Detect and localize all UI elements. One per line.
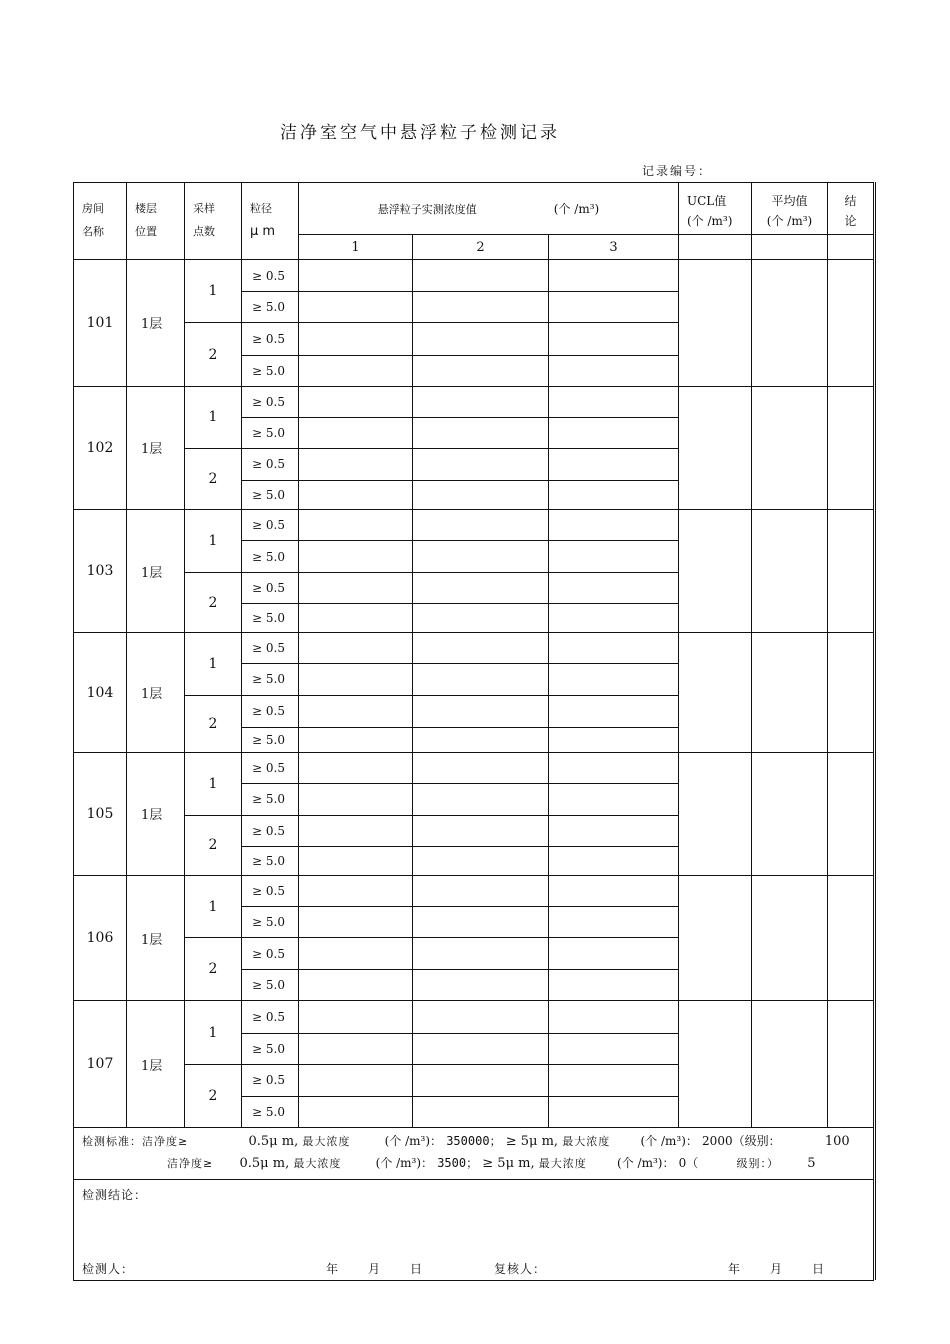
sample-point: 2 (185, 448, 242, 509)
measured-value-3[interactable] (549, 417, 679, 448)
measured-value-1[interactable] (299, 480, 413, 509)
inspector-date-year: 年 (326, 1262, 340, 1276)
header-sample-points: 采样 点数 (185, 183, 242, 260)
inspector-date-day: 日 (410, 1262, 424, 1276)
measured-value-1[interactable] (299, 573, 413, 604)
particle-size: ≥ 0.5 (242, 1001, 299, 1033)
particle-size: ≥ 5.0 (242, 846, 299, 875)
measured-value-1[interactable] (299, 509, 413, 540)
table-row (74, 752, 874, 783)
particle-size: ≥ 5.0 (242, 664, 299, 695)
sample-point: 1 (185, 1001, 242, 1064)
measured-value-3[interactable] (549, 573, 679, 604)
measured-value-1[interactable] (299, 448, 413, 480)
result-value[interactable] (828, 509, 874, 632)
measured-value-2[interactable] (413, 695, 549, 727)
measured-value-3[interactable] (549, 783, 679, 815)
room-floor: 1层 (127, 1001, 185, 1128)
particle-size: ≥ 0.5 (242, 633, 299, 664)
measured-value-1[interactable] (299, 1033, 413, 1064)
header-floor: 楼层 位置 (127, 183, 185, 260)
particle-size: ≥ 0.5 (242, 938, 299, 970)
measured-value-3[interactable] (549, 1033, 679, 1064)
particle-size: ≥ 0.5 (242, 448, 299, 480)
table-row (74, 1001, 874, 1033)
measured-value-2[interactable] (413, 727, 549, 752)
room-name: 103 (74, 509, 127, 632)
measured-value-1[interactable] (299, 323, 413, 355)
outer-right-border (875, 182, 876, 1280)
measured-value-3[interactable] (549, 970, 679, 1001)
particle-size: ≥ 5.0 (242, 292, 299, 323)
measured-value-3[interactable] (549, 355, 679, 386)
measured-value-2[interactable] (413, 633, 549, 664)
measured-value-2[interactable] (413, 386, 549, 417)
measured-value-3[interactable] (549, 752, 679, 783)
standard-block (74, 1128, 873, 1180)
inspector-label: 检测人： (82, 1262, 135, 1276)
measured-value-2[interactable] (413, 292, 549, 323)
measured-value-1[interactable] (299, 938, 413, 970)
measured-value-1[interactable] (299, 970, 413, 1001)
sample-point: 2 (185, 815, 242, 875)
table-row (74, 876, 874, 907)
room-name: 104 (74, 633, 127, 752)
sample-point: 1 (185, 386, 242, 448)
sample-point: 1 (185, 633, 242, 695)
measured-value-3[interactable] (549, 846, 679, 875)
header-particle-size: 粒径 μ m (242, 183, 299, 260)
particle-size: ≥ 0.5 (242, 752, 299, 783)
conclusion-label: 检测结论： (82, 1188, 148, 1202)
header-average-blank (752, 235, 828, 260)
measured-value-3[interactable] (549, 1064, 679, 1096)
particle-size: ≥ 0.5 (242, 876, 299, 907)
room-floor: 1层 (127, 633, 185, 752)
measured-value-2[interactable] (413, 448, 549, 480)
room-floor: 1层 (127, 260, 185, 386)
ucl-value[interactable] (679, 752, 752, 875)
measured-value-3[interactable] (549, 727, 679, 752)
average-value[interactable] (752, 386, 828, 509)
particle-size: ≥ 5.0 (242, 480, 299, 509)
measured-value-2[interactable] (413, 970, 549, 1001)
header-average: 平均值 (个 /m³) (752, 183, 828, 235)
measured-value-2[interactable] (413, 1096, 549, 1127)
sample-point: 2 (185, 323, 242, 386)
measured-value-3[interactable] (549, 664, 679, 695)
measured-value-2[interactable] (413, 1001, 549, 1033)
room-floor: 1层 (127, 509, 185, 632)
room-name: 105 (74, 752, 127, 875)
average-value[interactable] (752, 509, 828, 632)
measured-value-3[interactable] (549, 386, 679, 417)
ucl-value[interactable] (679, 633, 752, 752)
result-value[interactable] (828, 386, 874, 509)
average-value[interactable] (752, 1001, 828, 1128)
room-name: 102 (74, 386, 127, 509)
measured-value-1[interactable] (299, 907, 413, 938)
footer-section (73, 1128, 874, 1281)
result-value[interactable] (828, 260, 874, 386)
header-result-blank (828, 235, 874, 260)
particle-size: ≥ 5.0 (242, 541, 299, 573)
inspector-date-month: 月 (368, 1262, 382, 1276)
measured-value-2[interactable] (413, 573, 549, 604)
measured-value-1[interactable] (299, 355, 413, 386)
header-col-2: 2 (413, 235, 549, 260)
particle-size: ≥ 5.0 (242, 355, 299, 386)
particle-size: ≥ 5.0 (242, 907, 299, 938)
reviewer-label: 复核人： (494, 1262, 547, 1276)
measured-value-3[interactable] (549, 480, 679, 509)
room-floor: 1层 (127, 876, 185, 1001)
table-row (74, 509, 874, 540)
sample-point: 1 (185, 509, 242, 572)
result-value[interactable] (828, 752, 874, 875)
room-floor: 1层 (127, 386, 185, 509)
particle-size: ≥ 0.5 (242, 323, 299, 355)
measured-value-1[interactable] (299, 1096, 413, 1127)
measured-value-1[interactable] (299, 1001, 413, 1033)
measured-value-1[interactable] (299, 783, 413, 815)
ucl-value[interactable] (679, 260, 752, 386)
table-row (74, 260, 874, 292)
measured-value-1[interactable] (299, 1064, 413, 1096)
measured-value-3[interactable] (549, 876, 679, 907)
measured-value-1[interactable] (299, 846, 413, 875)
measured-value-3[interactable] (549, 448, 679, 480)
particle-size: ≥ 0.5 (242, 815, 299, 846)
measured-value-3[interactable] (549, 633, 679, 664)
table-row (74, 633, 874, 664)
particle-size: ≥ 0.5 (242, 695, 299, 727)
measured-value-1[interactable] (299, 260, 413, 292)
room-name: 101 (74, 260, 127, 386)
measured-value-2[interactable] (413, 752, 549, 783)
measured-value-2[interactable] (413, 664, 549, 695)
measured-value-3[interactable] (549, 695, 679, 727)
sample-point: 2 (185, 573, 242, 633)
sample-point: 1 (185, 260, 242, 323)
measured-value-1[interactable] (299, 695, 413, 727)
sample-point: 2 (185, 695, 242, 752)
reviewer-date-year: 年 (728, 1262, 742, 1276)
measured-value-3[interactable] (549, 604, 679, 633)
particle-size: ≥ 5.0 (242, 1033, 299, 1064)
sample-point: 1 (185, 752, 242, 815)
measured-value-2[interactable] (413, 417, 549, 448)
ucl-value[interactable] (679, 876, 752, 1001)
particle-size: ≥ 5.0 (242, 1096, 299, 1127)
reviewer-date-month: 月 (770, 1262, 784, 1276)
measured-value-1[interactable] (299, 727, 413, 752)
measured-value-1[interactable] (299, 752, 413, 783)
measured-value-2[interactable] (413, 815, 549, 846)
particle-size: ≥ 5.0 (242, 727, 299, 752)
measured-value-1[interactable] (299, 876, 413, 907)
sample-point: 2 (185, 938, 242, 1001)
result-value[interactable] (828, 633, 874, 752)
particle-size: ≥ 0.5 (242, 386, 299, 417)
header-col-1: 1 (299, 235, 413, 260)
ucl-value[interactable] (679, 1001, 752, 1128)
sample-point: 2 (185, 1064, 242, 1127)
measured-value-2[interactable] (413, 509, 549, 540)
measured-value-3[interactable] (549, 292, 679, 323)
average-value[interactable] (752, 876, 828, 1001)
particle-size: ≥ 5.0 (242, 970, 299, 1001)
measured-value-2[interactable] (413, 323, 549, 355)
header-room: 房间 名称 (74, 183, 127, 260)
average-value[interactable] (752, 633, 828, 752)
measured-value-3[interactable] (549, 541, 679, 573)
room-name: 106 (74, 876, 127, 1001)
measured-value-3[interactable] (549, 938, 679, 970)
measured-value-1[interactable] (299, 604, 413, 633)
measured-value-2[interactable] (413, 1064, 549, 1096)
standard-line-1: 检测标准：洁净度≥ 0.5μ m, 最大浓度 (个 /m³)： 350000； ≥ 5μ m, 最大浓度 (个 /m³)： 2000（级别： 100 (82, 1134, 850, 1149)
header-ucl: UCL值 (个 /m³) (679, 183, 752, 235)
measured-value-2[interactable] (413, 846, 549, 875)
particle-size: ≥ 0.5 (242, 573, 299, 604)
measured-value-1[interactable] (299, 292, 413, 323)
measured-value-2[interactable] (413, 938, 549, 970)
ucl-value[interactable] (679, 509, 752, 632)
measured-value-1[interactable] (299, 541, 413, 573)
measured-value-2[interactable] (413, 541, 549, 573)
ucl-value[interactable] (679, 386, 752, 509)
particle-size: ≥ 5.0 (242, 783, 299, 815)
header-col-3: 3 (549, 235, 679, 260)
measured-value-2[interactable] (413, 355, 549, 386)
reviewer-date-day: 日 (812, 1262, 826, 1276)
measured-value-2[interactable] (413, 480, 549, 509)
room-name: 107 (74, 1001, 127, 1128)
measured-value-3[interactable] (549, 1001, 679, 1033)
measured-value-3[interactable] (549, 907, 679, 938)
header-result: 结 论 (828, 183, 874, 235)
average-value[interactable] (752, 752, 828, 875)
inspection-table (73, 182, 874, 1128)
measured-value-3[interactable] (549, 815, 679, 846)
measured-value-1[interactable] (299, 633, 413, 664)
table-row (74, 386, 874, 417)
measured-value-1[interactable] (299, 386, 413, 417)
measured-value-3[interactable] (549, 1096, 679, 1127)
result-value[interactable] (828, 1001, 874, 1128)
particle-size: ≥ 0.5 (242, 509, 299, 540)
measured-value-2[interactable] (413, 604, 549, 633)
measured-value-2[interactable] (413, 907, 549, 938)
result-value[interactable] (828, 876, 874, 1001)
particle-size: ≥ 0.5 (242, 1064, 299, 1096)
header-ucl-blank (679, 235, 752, 260)
average-value[interactable] (752, 260, 828, 386)
measured-value-3[interactable] (549, 260, 679, 292)
measured-value-3[interactable] (549, 509, 679, 540)
particle-size: ≥ 5.0 (242, 604, 299, 633)
header-measured-concentration: 悬浮粒子实测浓度值 (个 /m³) (299, 183, 679, 235)
measured-value-2[interactable] (413, 260, 549, 292)
sample-point: 1 (185, 876, 242, 938)
measured-value-1[interactable] (299, 664, 413, 695)
measured-value-2[interactable] (413, 1033, 549, 1064)
measured-value-3[interactable] (549, 323, 679, 355)
particle-size: ≥ 0.5 (242, 260, 299, 292)
room-floor: 1层 (127, 752, 185, 875)
measured-value-2[interactable] (413, 876, 549, 907)
record-number-label: 记录编号： (642, 164, 713, 178)
measured-value-1[interactable] (299, 815, 413, 846)
particle-size: ≥ 5.0 (242, 417, 299, 448)
page-title: 洁净室空气中悬浮粒子检测记录 (280, 123, 560, 143)
standard-line-2: 洁净度≥ 0.5μ m, 最大浓度 (个 /m³)： 3500； ≥ 5μ m, 最大浓度 (个 /m³)： 0（ 级别：） 5 (167, 1156, 816, 1171)
measured-value-1[interactable] (299, 417, 413, 448)
measured-value-2[interactable] (413, 783, 549, 815)
